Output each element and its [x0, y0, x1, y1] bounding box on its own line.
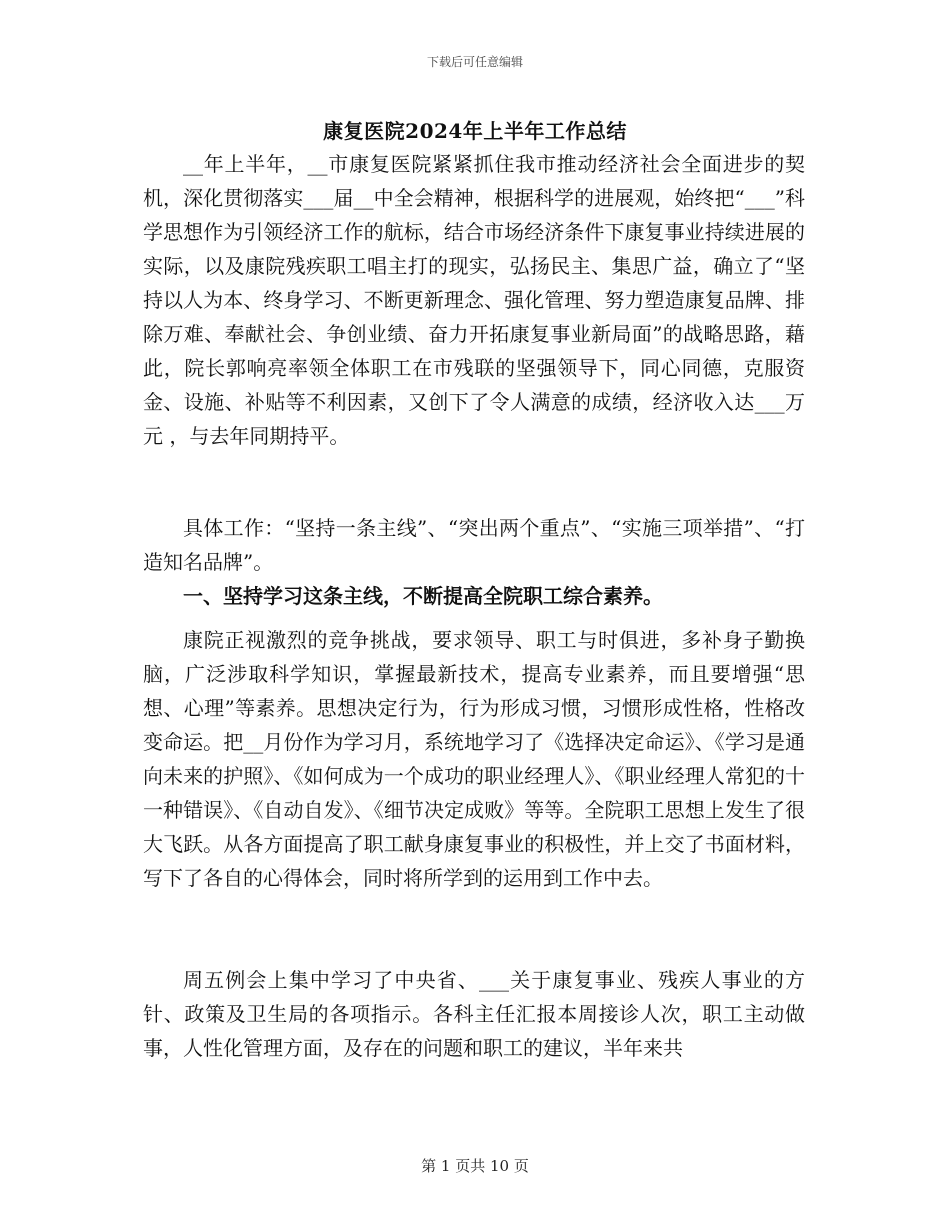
page-number: 第 1 页共 10 页 [421, 1157, 529, 1175]
paragraph-specific-work: 具体工作：“坚持一条主线”、“突出两个重点”、“实施三项举措”、“打造知名品牌”。 [143, 516, 805, 574]
section-heading-1: 一、坚持学习这条主线，不断提高全院职工综合素养。 [183, 584, 663, 608]
paragraph-intro: __年上半年，__市康复医院紧紧抓住我市推动经济社会全面进步的契机，深化贯彻落实___届__中全会精神，根据科学的进展观，始终把“___”科学思想作为引领经济工作的航标，结合市场经济条件下康复事业持续进展的实际，以及康院残疾职工唱主打的现实，弘扬民主、集思广益，确立了“坚持以人为本、终身学习、不断更新理念、强化管理、努力塑造康复品牌、排除万难、奉献社会、争创业绩、奋力开拓康复事业新局面”的战略思路，藉此，院长郭响亮率领全体职工在市残联的坚强领导下，同心同德，克服资金、设施、补贴等不利因素，又创下了令人满意的成绩，经济收入达___万元 ，与去年同期持平。 [143, 152, 805, 448]
document-title: 康复医院2024年上半年工作总结 [323, 119, 627, 143]
header-note: 下载后可任意编辑 [426, 55, 523, 69]
paragraph-weekly-meeting: 周五例会上集中学习了中央省、___关于康复事业、残疾人事业的方针、政策及卫生局的各项指示。各科主任汇报本周接诊人次，职工主动做事，人性化管理方面，及存在的问题和职工的建议，半年来共 [143, 968, 805, 1060]
paragraph-study: 康院正视激烈的竞争挑战，要求领导、职工与时俱进，多补身子勤换脑，广泛涉取科学知识，掌握最新技术，提高专业素养，而且要增强“思想、心理”等素养。思想决定行为，行为形成习惯，习惯形成性格，性格改变命运。把__月份作为学习月，系统地学习了《选择决定命运》、《学习是通向未来的护照》、《如何成为一个成功的职业经理人》、《职业经理人常犯的十一种错误》、《自动自发》、《细节决定成败》等等。全院职工思想上发生了很大飞跃。从各方面提高了职工献身康复事业的积极性，并上交了书面材料，写下了各自的心得体会，同时将所学到的运用到工作中去。 [143, 628, 805, 890]
